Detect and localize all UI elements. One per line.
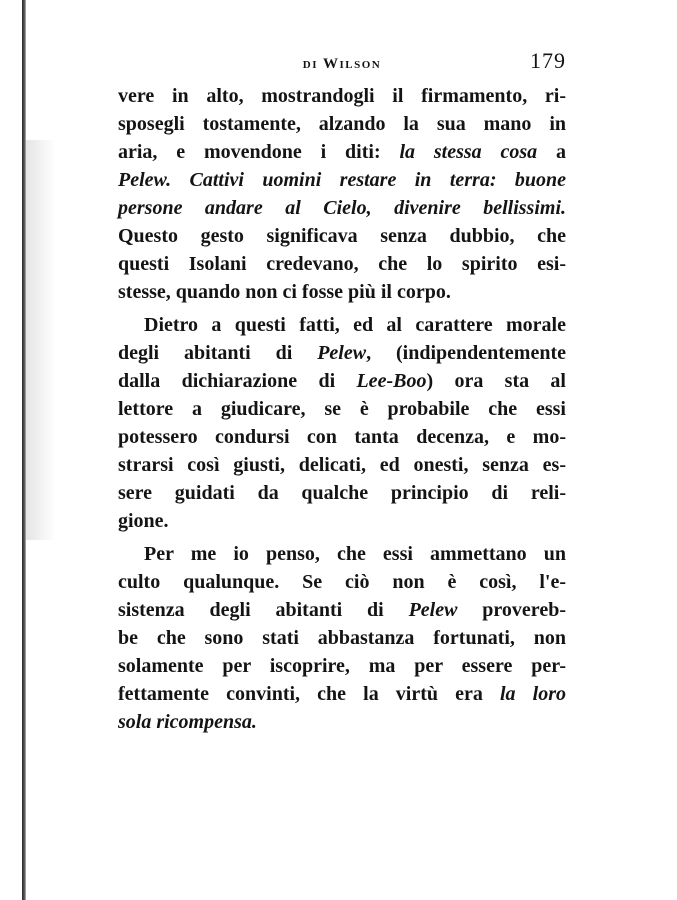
- italic-text: la loro: [500, 683, 567, 705]
- text-line: sposegli tostamente, alzando la sua mano in: [118, 113, 566, 135]
- text-line: potessero condursi con tanta decenza, e mo-: [118, 426, 566, 448]
- running-head: [118, 48, 566, 82]
- text-line: be che sono stati abbastanza fortunati, non: [118, 627, 566, 649]
- text-line: degli abitanti di Pelew, (indipendentemente: [118, 342, 566, 364]
- page-number: 179: [530, 48, 566, 73]
- italic-text: Pelew. Cattivi uomini restare in terra: buone: [118, 169, 566, 191]
- text-line: dalla dichiarazione di Lee-Boo) ora sta al: [118, 370, 566, 392]
- text-line: sistenza degli abitanti di Pelew provereb-: [118, 599, 566, 621]
- text-line: fettamente convinti, che la virtù era la loro: [118, 683, 567, 705]
- text-line: questi Isolani credevano, che lo spirito esi-: [118, 253, 566, 275]
- text-line: solamente per iscoprire, ma per essere per-: [118, 655, 566, 677]
- text-line: strarsi così giusti, delicati, ed onesti, senza es-: [118, 454, 566, 476]
- running-head-title: di Wilson: [302, 56, 382, 72]
- text-line: Dietro a questi fatti, ed al carattere morale: [144, 314, 566, 336]
- text-line: Questo gesto significava senza dubbio, che: [118, 225, 566, 247]
- italic-text: Pelew: [408, 599, 458, 621]
- italic-text: Pelew: [317, 342, 367, 364]
- text-line: lettore a giudicare, se è probabile che essi: [118, 398, 566, 420]
- text-line: [118, 708, 566, 736]
- text-line: [118, 194, 566, 222]
- italic-text: la stessa cosa: [399, 141, 538, 163]
- text-line: stesse, quando non ci fosse più il corpo.: [118, 281, 451, 303]
- text-line: vere in alto, mostrandogli il firmamento, ri-: [118, 85, 566, 107]
- text-line: culto qualunque. Se ciò non è così, l'e-: [118, 571, 566, 593]
- body-text: [118, 82, 566, 736]
- italic-text: Lee-Boo: [356, 370, 427, 392]
- italic-text: sola ricompensa.: [118, 711, 257, 733]
- text-line: Per me io penso, che essi ammettano un: [144, 543, 566, 565]
- text-line: sere guidati da qualche principio di reli-: [118, 482, 566, 504]
- text-line: gione.: [118, 510, 169, 532]
- text-line: [118, 166, 566, 194]
- italic-text: persone andare al Cielo, divenire bellissimi.: [118, 197, 566, 219]
- binding-shadow: [26, 140, 56, 540]
- text-line: aria, e movendone i diti: la stessa cosa a: [118, 141, 567, 163]
